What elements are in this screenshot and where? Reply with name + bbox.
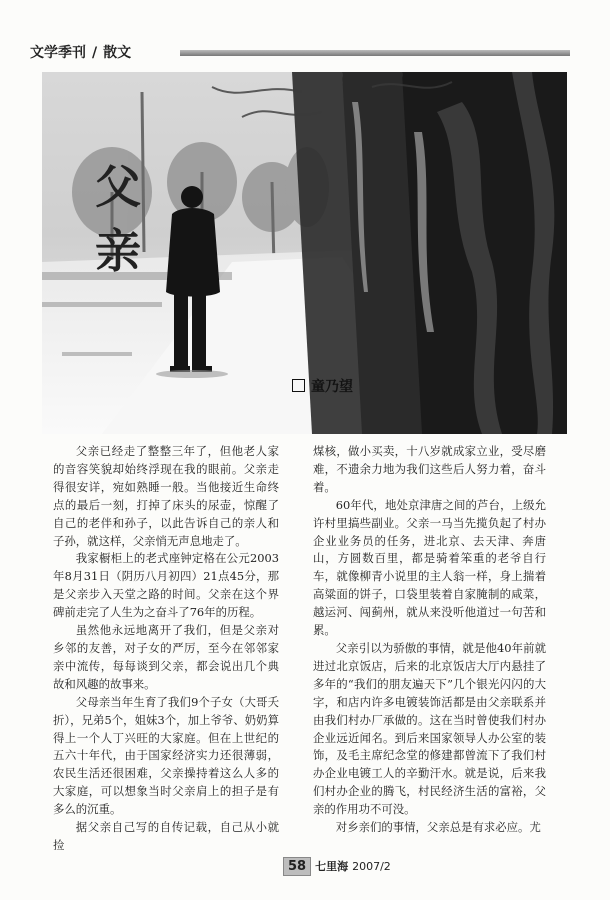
- paragraph: 父母亲当年生育了我们9个子女（大哥夭折），兄弟5个，姐妹3个，加上爷爷、奶奶算得上一个人丁兴旺的大家庭。但在上世纪的五六十年代，由于国家经济实力还很薄弱，农民生活还很困难，父亲操持着这么人多的大家庭，可以想象当时父亲肩上的担子是有多么的沉重。: [53, 694, 279, 817]
- issue-number: 2007/2: [352, 860, 391, 873]
- text-column-left: [53, 443, 279, 855]
- byline-box-icon: [292, 379, 305, 392]
- text-column-right: [313, 443, 546, 837]
- paragraph: 60年代，地处京津唐之间的芦台，上级允许村里搞些副业。父亲一马当先揽负起了村办企业业务员的任务，进北京、去天津、奔唐山，方圆数百里，都是骑着笨重的老爷自行车，就像柳青小说里的主人翁一样，身上揣着高粱面的饼子，口袋里装着自家腌制的咸菜，越运河、闯蓟州，就从来没听他道过一句苦和累。: [313, 497, 546, 638]
- header-separator: /: [92, 45, 98, 61]
- paragraph-continued: 煤核，做小买卖，十八岁就成家立业，受尽磨难，不遗余力地为我们这些后人努力着，奋斗着。: [313, 444, 546, 494]
- article-title: [78, 155, 158, 283]
- paragraph: 据父亲自己写的自传记载，自己从小就捡: [53, 820, 279, 852]
- paragraph: 我家橱柜上的老式座钟定格在公元2003年8月31日（阴历八月初四）21点45分，那是父亲步入天堂之路的时间。父亲在这个界碑前走完了人生为之奋斗了76年的历程。: [53, 551, 279, 620]
- author-name: 童乃望: [311, 379, 353, 395]
- header-section-label: 散文: [103, 45, 132, 61]
- title-char: 亲: [95, 224, 141, 278]
- magazine-name: 七里海: [315, 860, 349, 873]
- title-char: 父: [95, 160, 141, 214]
- header-rule: [180, 50, 570, 56]
- header-column-label: 文学季刊: [30, 45, 86, 61]
- paragraph: 对乡亲们的事情，父亲总是有求必应。尤: [335, 820, 541, 835]
- page-footer: [283, 857, 391, 876]
- paragraph: 父亲引以为骄傲的事情，就是他40年前就进过北京饭店，后来的北京饭店大厅内悬挂了多年的“我们的朋友遍天下”几个银光闪闪的大字，和店内许多电镀装饰活都是由父亲联系并由我们村办厂承做的。这在当时曾使我们村办企业远近闻名。到后来国家领导人办公室的装饰，及毛主席纪念堂的修建都曾流下了我们村办企业电镀工人的辛勤汗水。就是说，后来我们村办企业的腾飞，村民经济生活的富裕，父亲的作用功不可没。: [313, 640, 546, 817]
- author-byline: [292, 376, 353, 396]
- paragraph: 虽然他永远地离开了我们，但是父亲对乡邻的友善，对子女的严厉，至今在邻邻家亲中流传，每每谈到父亲，都会说出几个典故和风趣的故事来。: [53, 623, 279, 691]
- paragraph: 父亲已经走了整整三年了，但他老人家的音容笑貌却始终浮现在我的眼前。父亲走得很安详，宛如熟睡一般。当他接近生命终点的最后一刻，打掉了床头的尿壶，惊醒了自己的老伴和孙子，以此告诉自己的亲人和子孙，就这样，父亲悄无声息地走了。: [53, 444, 279, 548]
- running-header: [30, 42, 570, 64]
- page-number: 58: [283, 857, 311, 876]
